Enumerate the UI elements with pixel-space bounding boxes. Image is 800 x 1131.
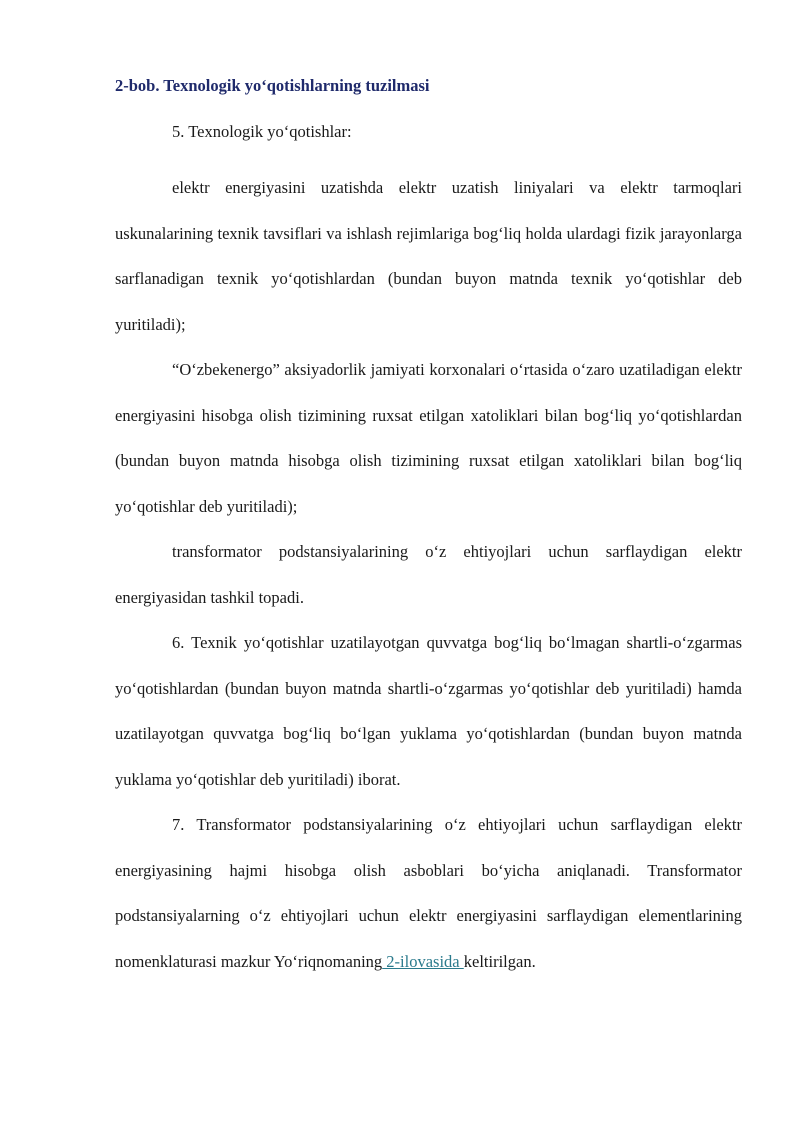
paragraph-6: 6. Texnik yo‘qotishlar uzatilayotgan quvvatga bog‘liq bo‘lmagan shartli-o‘zgarmas yo‘qotishlardan (bundan buyon matnda shartli-o‘zgarmas yo‘qotishlar deb yuritiladi) hamda uzatilayotgan quvvatga bog‘liq bo‘lgan yuklama yo‘qotishlardan (bundan buyon matnda yuklama yo‘qotishlar deb yuritiladi) iborat. [115, 633, 742, 789]
paragraph-5-intro: 5. Texnologik yo‘qotishlar: [172, 122, 352, 141]
paragraph-5-item-c: transformator podstansiyalarining o‘z ehtiyojlari uchun sarflaydigan elektr energiyasidan tashkil topadi. [115, 542, 742, 607]
appendix-2-link[interactable]: 2-ilovasida [382, 951, 464, 971]
paragraph-7-text: 7. Transformator podstansiyalarining o‘z ehtiyojlari uchun sarflaydigan elektr energiyasining hajmi hisobga olish asboblari bo‘yicha aniqlanadi. Transformator podstansiyalarning o‘z ehtiyojlari uchun elektr energiyasini sarflaydigan elementlarining nomenklaturasi mazkur Yo‘riqnomaning [115, 815, 742, 971]
paragraph-7-end: keltirilgan. [463, 951, 536, 971]
paragraph-7 [115, 802, 742, 984]
chapter-heading: 2-bob. Texnologik yo‘qotishlarning tuzilmasi [115, 76, 430, 95]
paragraph-5-item-a: elektr energiyasini uzatishda elektr uzatish liniyalari va elektr tarmoqlari uskunalarining texnik tavsiflari va ishlash rejimlariga bog‘liq holda ulardagi fizik jarayonlarga sarflanadigan texnik yo‘qotishlardan (bundan buyon matnda texnik yo‘qotishlar deb yuritiladi); [115, 178, 742, 334]
paragraph-5-item-b: “O‘zbekenergo” aksiyadorlik jamiyati korxonalari o‘rtasida o‘zaro uzatiladigan elektr energiyasini hisobga olish tizimining ruxsat etilgan xatoliklari bilan bog‘liq yo‘qotishlardan (bundan buyon matnda hisobga olish tizimining ruxsat etilgan xatoliklari bilan bog‘liq yo‘qotishlar deb yuritiladi); [115, 360, 742, 516]
